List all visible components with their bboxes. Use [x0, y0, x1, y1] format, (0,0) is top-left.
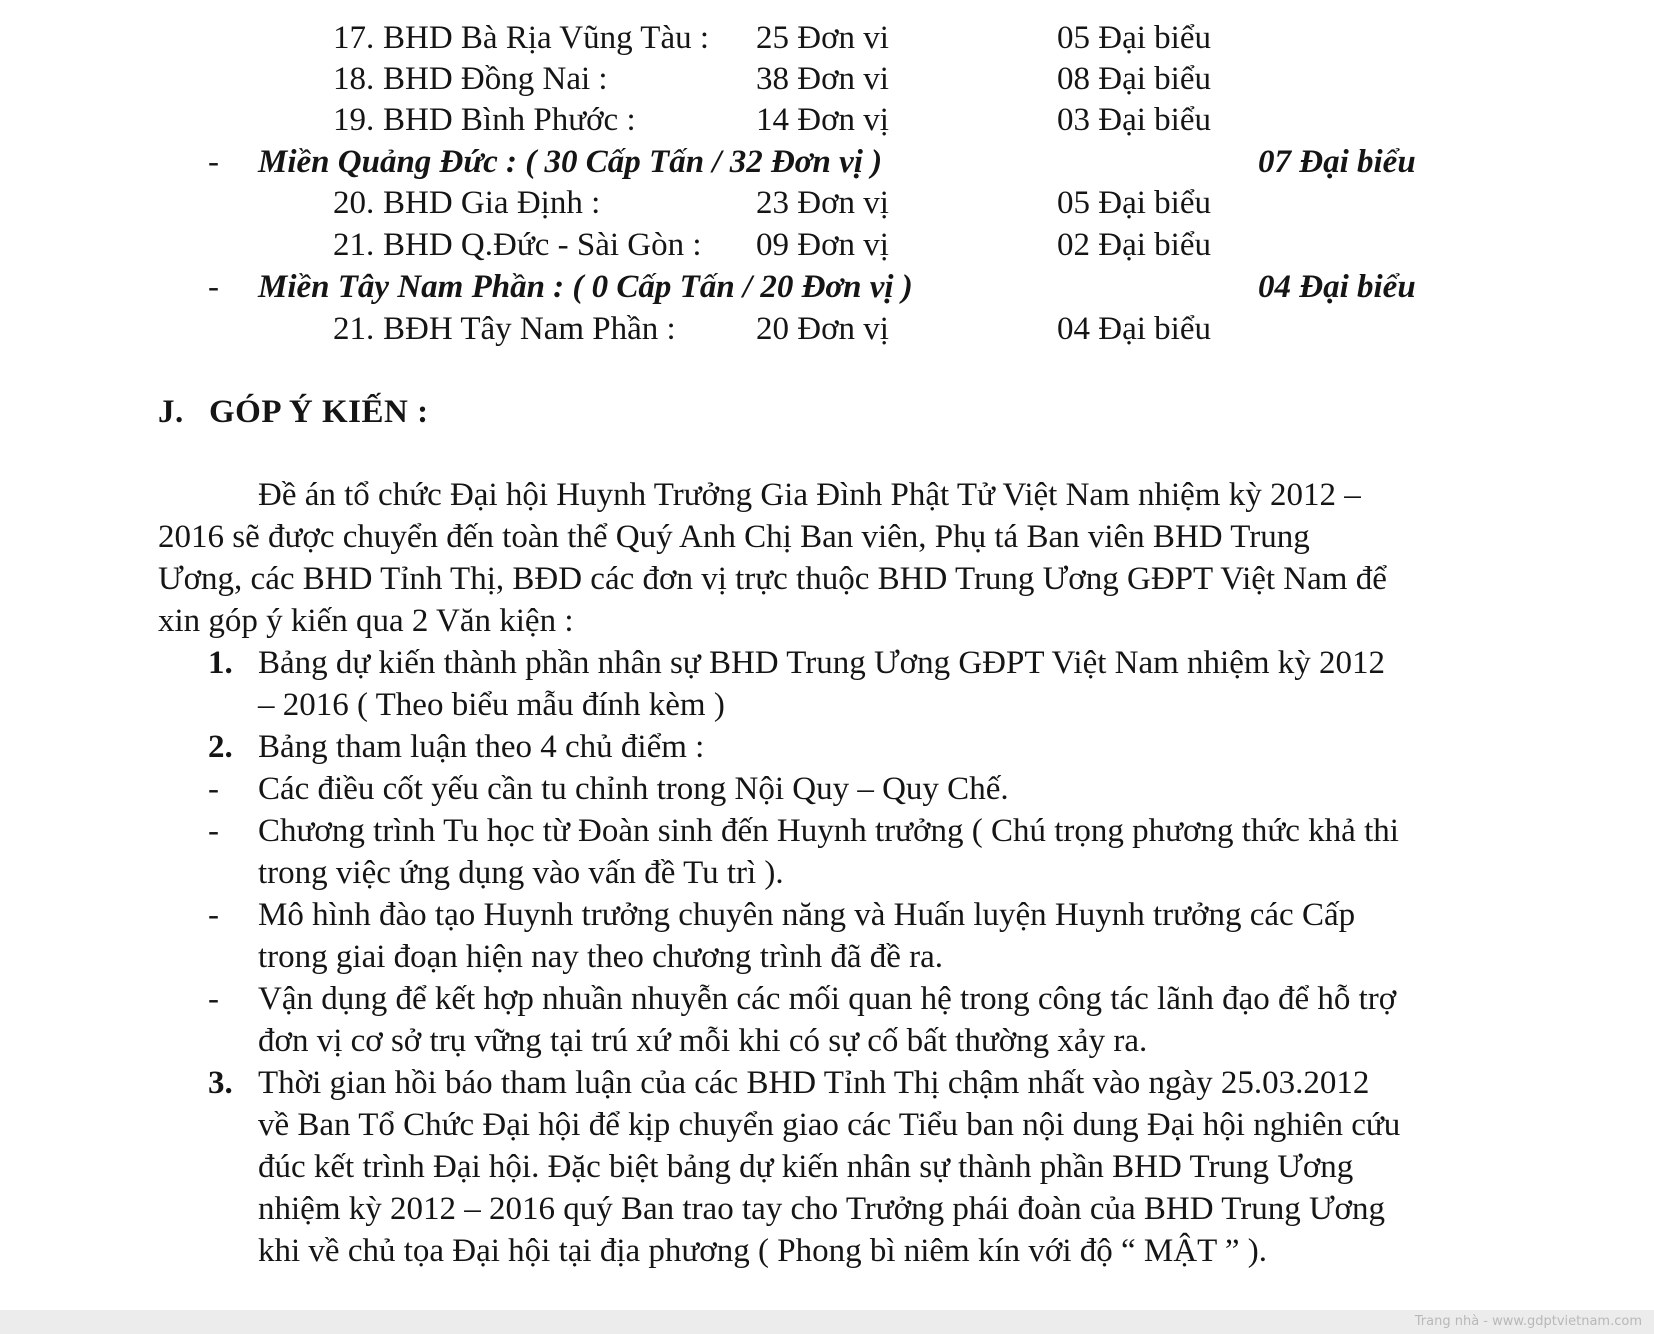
unit-count: 20 Đơn vị [756, 311, 889, 347]
bullet-marker: - [208, 897, 219, 933]
unit-name: BHD Đồng Nai : [383, 61, 608, 97]
unit-name: BHD Bà Rịa Vũng Tàu : [383, 20, 710, 56]
bullet-line: Chương trình Tu học từ Đoàn sinh đến Huynh trưởng ( Chú trọng phương thức khả thi [258, 813, 1399, 849]
bullet-marker: - [208, 981, 219, 1017]
region-label: Miền Tây Nam Phần : ( 0 Cấp Tấn / 20 Đơn vị ) [258, 269, 913, 305]
bullet-line: đơn vị cơ sở trụ vững tại trú xứ mỗi khi có sự cố bất thường xảy ra. [258, 1023, 1148, 1059]
unit-delegates: 02 Đại biểu [1057, 227, 1211, 263]
unit-count: 14 Đơn vị [756, 102, 889, 138]
unit-name: BHD Bình Phước : [383, 102, 636, 138]
unit-name: BĐH Tây Nam Phần : [383, 311, 676, 347]
bullet-marker: - [208, 813, 219, 849]
item-line: khi về chủ tọa Đại hội tại địa phương ( Phong bì niêm kín với độ “ MẬT ” ). [258, 1233, 1268, 1269]
bullet-line: trong việc ứng dụng vào vấn đề Tu trì ). [258, 855, 784, 891]
region-delegates: 07 Đại biểu [1258, 144, 1416, 180]
bullet-line: Mô hình đào tạo Huynh trưởng chuyên năng và Huấn luyện Huynh trưởng các Cấp [258, 897, 1356, 933]
region-dash: - [208, 144, 219, 180]
unit-name: BHD Q.Đức - Sài Gòn : [383, 227, 702, 263]
unit-number: 17. [333, 20, 375, 56]
unit-delegates: 03 Đại biểu [1057, 102, 1211, 138]
item-line: – 2016 ( Theo biểu mẫu đính kèm ) [258, 687, 725, 723]
unit-delegates: 05 Đại biểu [1057, 20, 1211, 56]
bullet-line: Các điều cốt yếu cần tu chỉnh trong Nội Quy – Quy Chế. [258, 771, 1009, 807]
paragraph-line: Đề án tổ chức Đại hội Huynh Trưởng Gia Đình Phật Tử Việt Nam nhiệm kỳ 2012 – [258, 477, 1361, 513]
footer-watermark: Trang nhà - www.gdptvietnam.com [1414, 1314, 1642, 1329]
unit-number: 21. [333, 227, 375, 263]
footer-bar [0, 1310, 1654, 1334]
unit-count: 23 Đơn vị [756, 185, 889, 221]
region-delegates: 04 Đại biểu [1258, 269, 1416, 305]
paragraph-line: 2016 sẽ được chuyển đến toàn thể Quý Anh Chị Ban viên, Phụ tá Ban viên BHD Trung [158, 519, 1310, 555]
section-letter: J. [158, 394, 184, 430]
bullet-line: trong giai đoạn hiện nay theo chương trình đã đề ra. [258, 939, 944, 975]
item-line: Bảng dự kiến thành phần nhân sự BHD Trung Ương GĐPT Việt Nam nhiệm kỳ 2012 [258, 645, 1386, 681]
item-marker: 2. [208, 729, 233, 765]
region-label: Miền Quảng Đức : ( 30 Cấp Tấn / 32 Đơn vị ) [258, 144, 883, 180]
section-title: GÓP Ý KIẾN : [209, 394, 429, 430]
unit-name: BHD Gia Định : [383, 185, 601, 221]
unit-count: 09 Đơn vị [756, 227, 889, 263]
unit-number: 19. [333, 102, 375, 138]
item-marker: 1. [208, 645, 233, 681]
bullet-marker: - [208, 771, 219, 807]
unit-delegates: 05 Đại biểu [1057, 185, 1211, 221]
item-line: Bảng tham luận theo 4 chủ điểm : [258, 729, 705, 765]
unit-count: 25 Đơn vi [756, 20, 889, 56]
paragraph-line: xin góp ý kiến qua 2 Văn kiện : [158, 603, 574, 639]
region-dash: - [208, 269, 219, 305]
paragraph-line: Ương, các BHD Tỉnh Thị, BĐD các đơn vị trực thuộc BHD Trung Ương GĐPT Việt Nam để [158, 561, 1387, 597]
item-marker: 3. [208, 1065, 233, 1101]
unit-count: 38 Đơn vi [756, 61, 889, 97]
item-line: về Ban Tổ Chức Đại hội để kịp chuyển giao các Tiểu ban nội dung Đại hội nghiên cứu [258, 1107, 1401, 1143]
unit-number: 21. [333, 311, 375, 347]
unit-number: 18. [333, 61, 375, 97]
unit-delegates: 04 Đại biểu [1057, 311, 1211, 347]
bullet-line: Vận dụng để kết hợp nhuần nhuyễn các mối quan hệ trong công tác lãnh đạo để hỗ trợ [258, 981, 1397, 1017]
item-line: nhiệm kỳ 2012 – 2016 quý Ban trao tay cho Trưởng phái đoàn của BHD Trung Ương [258, 1191, 1386, 1227]
unit-delegates: 08 Đại biểu [1057, 61, 1211, 97]
unit-number: 20. [333, 185, 375, 221]
item-line: đúc kết trình Đại hội. Đặc biệt bảng dự kiến nhân sự thành phần BHD Trung Ương [258, 1149, 1354, 1185]
item-line: Thời gian hồi báo tham luận của các BHD Tỉnh Thị chậm nhất vào ngày 25.03.2012 [258, 1065, 1370, 1101]
